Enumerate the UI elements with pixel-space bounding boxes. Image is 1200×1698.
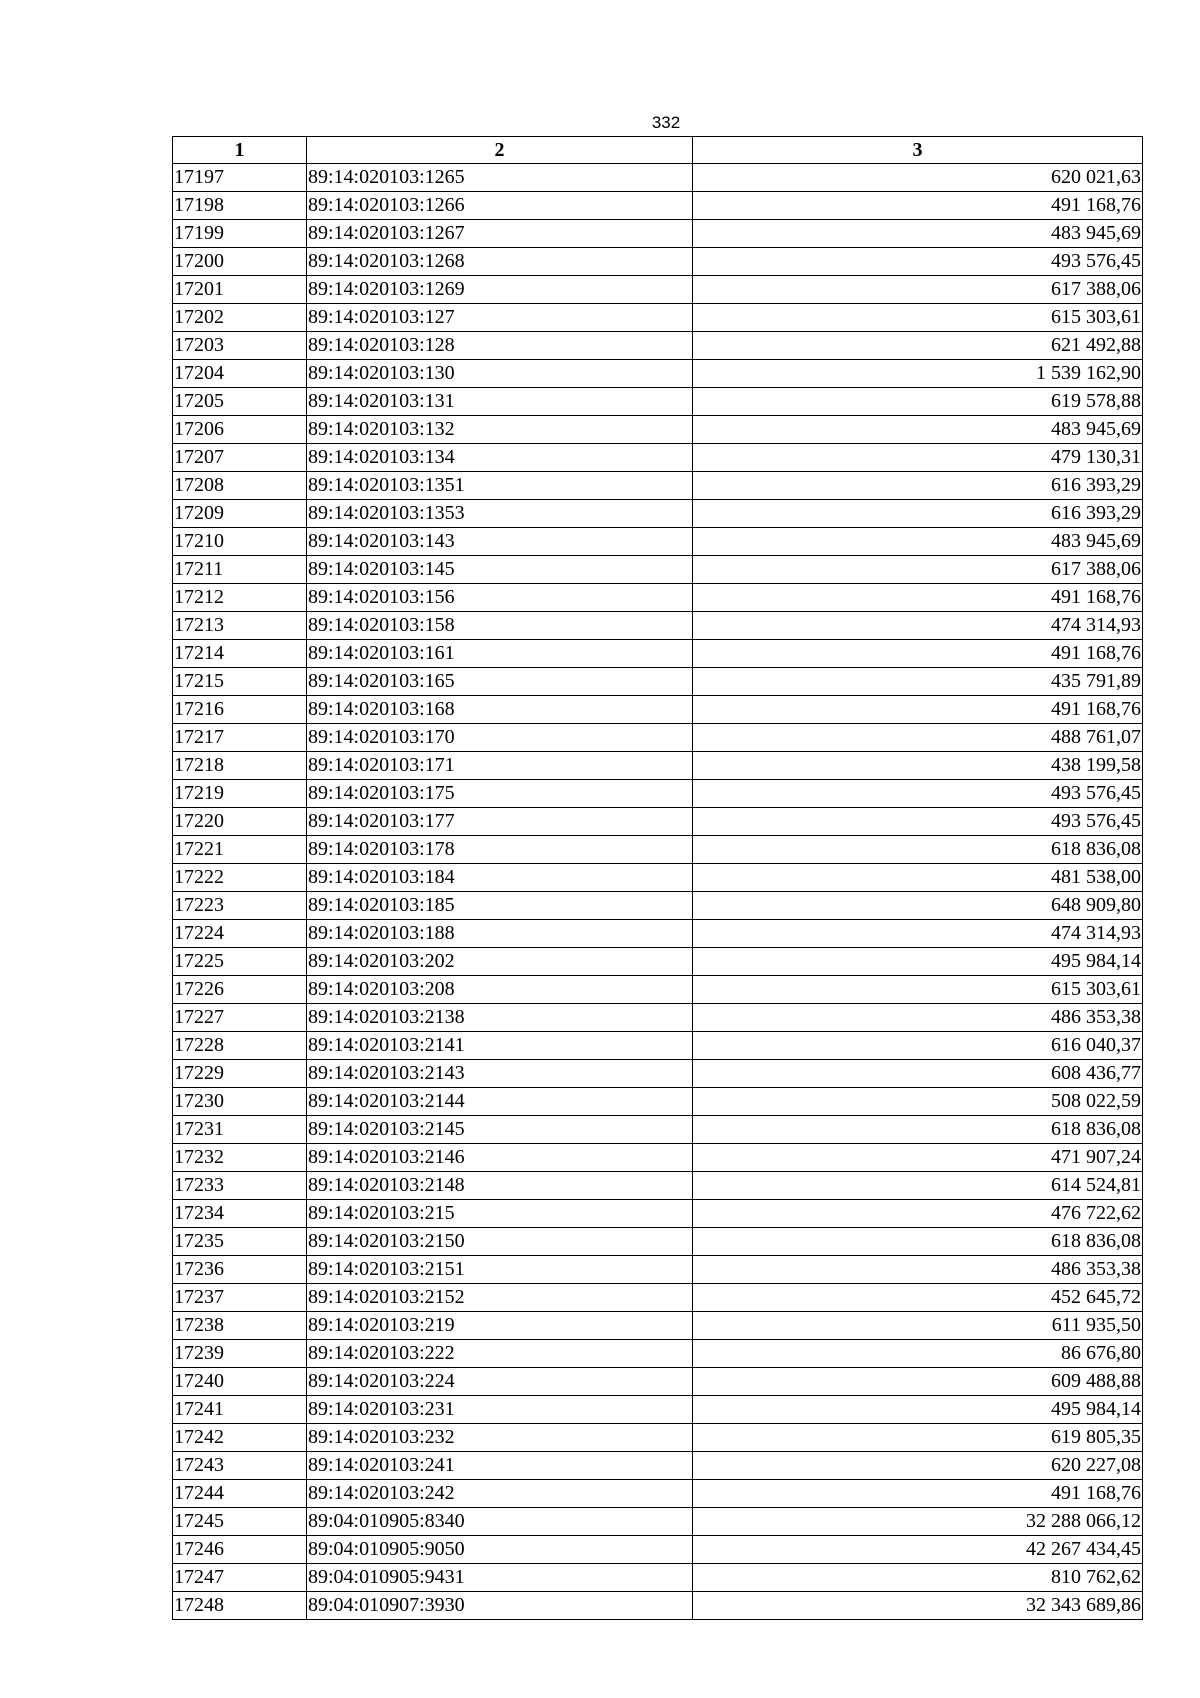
cadastral-number-cell: 89:14:020103:219 (307, 1312, 693, 1340)
table-row (173, 1032, 1143, 1060)
table-row (173, 892, 1143, 920)
row-number-cell: 17201 (173, 276, 307, 304)
cadastral-number-cell: 89:14:020103:231 (307, 1396, 693, 1424)
table-row (173, 976, 1143, 1004)
cadastral-value-cell: 476 722,62 (693, 1200, 1143, 1228)
cadastral-number-cell: 89:14:020103:130 (307, 360, 693, 388)
table-row (173, 1200, 1143, 1228)
table-row (173, 612, 1143, 640)
row-number-cell: 17209 (173, 500, 307, 528)
cadastral-number-cell: 89:14:020103:1353 (307, 500, 693, 528)
cadastral-number-cell: 89:14:020103:224 (307, 1368, 693, 1396)
cadastral-number-cell: 89:14:020103:178 (307, 836, 693, 864)
cadastral-value-cell: 616 040,37 (693, 1032, 1143, 1060)
cadastral-value-cell: 438 199,58 (693, 752, 1143, 780)
row-number-cell: 17214 (173, 640, 307, 668)
table-row (173, 1256, 1143, 1284)
row-number-cell: 17200 (173, 248, 307, 276)
header-row (173, 137, 1143, 164)
cadastral-number-cell: 89:14:020103:184 (307, 864, 693, 892)
table-row (173, 360, 1143, 388)
row-number-cell: 17222 (173, 864, 307, 892)
table-row (173, 1592, 1143, 1620)
cadastral-value-cell: 620 227,08 (693, 1452, 1143, 1480)
table-row (173, 1396, 1143, 1424)
cadastral-number-cell: 89:14:020103:2150 (307, 1228, 693, 1256)
table-row (173, 332, 1143, 360)
cadastral-number-cell: 89:14:020103:1267 (307, 220, 693, 248)
cadastral-value-cell: 32 288 066,12 (693, 1508, 1143, 1536)
cadastral-number-cell: 89:14:020103:188 (307, 920, 693, 948)
table-row (173, 304, 1143, 332)
cadastral-value-cell: 810 762,62 (693, 1564, 1143, 1592)
cadastral-number-cell: 89:14:020103:2146 (307, 1144, 693, 1172)
cadastral-number-cell: 89:14:020103:170 (307, 724, 693, 752)
cadastral-value-cell: 616 393,29 (693, 500, 1143, 528)
cadastral-number-cell: 89:14:020103:1265 (307, 164, 693, 192)
row-number-cell: 17247 (173, 1564, 307, 1592)
cadastral-number-cell: 89:14:020103:158 (307, 612, 693, 640)
cadastral-number-cell: 89:14:020103:134 (307, 444, 693, 472)
cadastral-number-cell: 89:14:020103:202 (307, 948, 693, 976)
cadastral-number-cell: 89:14:020103:127 (307, 304, 693, 332)
cadastral-number-cell: 89:14:020103:215 (307, 1200, 693, 1228)
column-header-2: 2 (307, 137, 693, 164)
table-row (173, 640, 1143, 668)
table-row (173, 1228, 1143, 1256)
row-number-cell: 17207 (173, 444, 307, 472)
table-row (173, 1480, 1143, 1508)
table-row (173, 1088, 1143, 1116)
row-number-cell: 17218 (173, 752, 307, 780)
cadastral-value-cell: 609 488,88 (693, 1368, 1143, 1396)
cadastral-number-cell: 89:14:020103:2145 (307, 1116, 693, 1144)
cadastral-number-cell: 89:14:020103:177 (307, 808, 693, 836)
row-number-cell: 17219 (173, 780, 307, 808)
row-number-cell: 17221 (173, 836, 307, 864)
row-number-cell: 17248 (173, 1592, 307, 1620)
cadastral-value-cell: 483 945,69 (693, 416, 1143, 444)
table-row (173, 1564, 1143, 1592)
row-number-cell: 17245 (173, 1508, 307, 1536)
table-row (173, 1284, 1143, 1312)
table-row (173, 1536, 1143, 1564)
cadastral-value-cell: 611 935,50 (693, 1312, 1143, 1340)
row-number-cell: 17205 (173, 388, 307, 416)
row-number-cell: 17220 (173, 808, 307, 836)
table-row (173, 1508, 1143, 1536)
table-row (173, 920, 1143, 948)
cadastral-value-cell: 493 576,45 (693, 808, 1143, 836)
table-row (173, 696, 1143, 724)
row-number-cell: 17223 (173, 892, 307, 920)
cadastral-number-cell: 89:14:020103:2143 (307, 1060, 693, 1088)
table-row (173, 808, 1143, 836)
cadastral-number-cell: 89:04:010905:9050 (307, 1536, 693, 1564)
table-row (173, 276, 1143, 304)
cadastral-number-cell: 89:14:020103:2151 (307, 1256, 693, 1284)
table-row (173, 752, 1143, 780)
table-row (173, 1340, 1143, 1368)
cadastral-value-cell: 495 984,14 (693, 948, 1143, 976)
cadastral-value-cell: 491 168,76 (693, 696, 1143, 724)
cadastral-number-cell: 89:14:020103:168 (307, 696, 693, 724)
column-header-1: 1 (173, 137, 307, 164)
row-number-cell: 17238 (173, 1312, 307, 1340)
row-number-cell: 17228 (173, 1032, 307, 1060)
table-row (173, 1116, 1143, 1144)
cadastral-value-cell: 508 022,59 (693, 1088, 1143, 1116)
cadastral-number-cell: 89:14:020103:222 (307, 1340, 693, 1368)
cadastral-value-cell: 491 168,76 (693, 584, 1143, 612)
cadastral-value-cell: 619 578,88 (693, 388, 1143, 416)
row-number-cell: 17240 (173, 1368, 307, 1396)
row-number-cell: 17230 (173, 1088, 307, 1116)
cadastral-number-cell: 89:14:020103:2152 (307, 1284, 693, 1312)
cadastral-value-cell: 481 538,00 (693, 864, 1143, 892)
row-number-cell: 17242 (173, 1424, 307, 1452)
cadastral-value-cell: 486 353,38 (693, 1004, 1143, 1032)
table-row (173, 472, 1143, 500)
table-row (173, 724, 1143, 752)
row-number-cell: 17204 (173, 360, 307, 388)
row-number-cell: 17246 (173, 1536, 307, 1564)
page-number: 332 (651, 113, 681, 132)
cadastral-value-cell: 621 492,88 (693, 332, 1143, 360)
table-row (173, 948, 1143, 976)
row-number-cell: 17203 (173, 332, 307, 360)
cadastral-number-cell: 89:14:020103:175 (307, 780, 693, 808)
row-number-cell: 17202 (173, 304, 307, 332)
cadastral-number-cell: 89:14:020103:2148 (307, 1172, 693, 1200)
cadastral-number-cell: 89:14:020103:171 (307, 752, 693, 780)
cadastral-value-cell: 474 314,93 (693, 612, 1143, 640)
cadastral-value-cell: 1 539 162,90 (693, 360, 1143, 388)
table-row (173, 220, 1143, 248)
cadastral-number-cell: 89:14:020103:131 (307, 388, 693, 416)
row-number-cell: 17224 (173, 920, 307, 948)
cadastral-value-cell: 620 021,63 (693, 164, 1143, 192)
table-row (173, 1060, 1143, 1088)
cadastral-value-cell: 615 303,61 (693, 976, 1143, 1004)
row-number-cell: 17206 (173, 416, 307, 444)
cadastral-number-cell: 89:14:020103:1269 (307, 276, 693, 304)
table-row (173, 584, 1143, 612)
table-row (173, 416, 1143, 444)
row-number-cell: 17233 (173, 1172, 307, 1200)
cadastral-number-cell: 89:04:010905:8340 (307, 1508, 693, 1536)
row-number-cell: 17225 (173, 948, 307, 976)
cadastral-number-cell: 89:14:020103:1351 (307, 472, 693, 500)
row-number-cell: 17215 (173, 668, 307, 696)
cadastral-number-cell: 89:14:020103:1268 (307, 248, 693, 276)
cadastral-value-cell: 493 576,45 (693, 780, 1143, 808)
cadastral-value-cell: 617 388,06 (693, 556, 1143, 584)
cadastral-number-cell: 89:14:020103:165 (307, 668, 693, 696)
cadastral-number-cell: 89:04:010905:9431 (307, 1564, 693, 1592)
table-row (173, 780, 1143, 808)
cadastral-value-table (172, 136, 1143, 1620)
cadastral-value-cell: 86 676,80 (693, 1340, 1143, 1368)
row-number-cell: 17234 (173, 1200, 307, 1228)
cadastral-number-cell: 89:14:020103:128 (307, 332, 693, 360)
row-number-cell: 17216 (173, 696, 307, 724)
table-row (173, 500, 1143, 528)
table-row (173, 668, 1143, 696)
column-header-3: 3 (693, 137, 1143, 164)
cadastral-number-cell: 89:14:020103:1266 (307, 192, 693, 220)
table-row (173, 1144, 1143, 1172)
cadastral-number-cell: 89:14:020103:161 (307, 640, 693, 668)
cadastral-number-cell: 89:14:020103:242 (307, 1480, 693, 1508)
table-row (173, 192, 1143, 220)
cadastral-number-cell: 89:14:020103:2138 (307, 1004, 693, 1032)
cadastral-value-cell: 493 576,45 (693, 248, 1143, 276)
row-number-cell: 17231 (173, 1116, 307, 1144)
cadastral-value-cell: 618 836,08 (693, 1228, 1143, 1256)
cadastral-value-cell: 617 388,06 (693, 276, 1143, 304)
table-row (173, 528, 1143, 556)
cadastral-value-cell: 471 907,24 (693, 1144, 1143, 1172)
cadastral-value-cell: 608 436,77 (693, 1060, 1143, 1088)
row-number-cell: 17239 (173, 1340, 307, 1368)
cadastral-number-cell: 89:14:020103:185 (307, 892, 693, 920)
cadastral-number-cell: 89:14:020103:2141 (307, 1032, 693, 1060)
row-number-cell: 17198 (173, 192, 307, 220)
row-number-cell: 17243 (173, 1452, 307, 1480)
cadastral-value-cell: 452 645,72 (693, 1284, 1143, 1312)
cadastral-value-cell: 619 805,35 (693, 1424, 1143, 1452)
cadastral-value-cell: 479 130,31 (693, 444, 1143, 472)
row-number-cell: 17226 (173, 976, 307, 1004)
cadastral-value-cell: 491 168,76 (693, 640, 1143, 668)
cadastral-value-cell: 435 791,89 (693, 668, 1143, 696)
cadastral-value-cell: 648 909,80 (693, 892, 1143, 920)
table-row (173, 1312, 1143, 1340)
cadastral-value-cell: 32 343 689,86 (693, 1592, 1143, 1620)
cadastral-value-cell: 491 168,76 (693, 192, 1143, 220)
row-number-cell: 17241 (173, 1396, 307, 1424)
cadastral-value-cell: 495 984,14 (693, 1396, 1143, 1424)
cadastral-value-cell: 42 267 434,45 (693, 1536, 1143, 1564)
table-row (173, 164, 1143, 192)
cadastral-number-cell: 89:14:020103:143 (307, 528, 693, 556)
cadastral-value-cell: 618 836,08 (693, 1116, 1143, 1144)
cadastral-value-cell: 616 393,29 (693, 472, 1143, 500)
row-number-cell: 17232 (173, 1144, 307, 1172)
cadastral-value-cell: 486 353,38 (693, 1256, 1143, 1284)
cadastral-value-cell: 614 524,81 (693, 1172, 1143, 1200)
table-row (173, 1424, 1143, 1452)
table-row (173, 836, 1143, 864)
cadastral-number-cell: 89:14:020103:241 (307, 1452, 693, 1480)
cadastral-value-cell: 491 168,76 (693, 1480, 1143, 1508)
cadastral-number-cell: 89:04:010907:3930 (307, 1592, 693, 1620)
row-number-cell: 17213 (173, 612, 307, 640)
table-row (173, 1004, 1143, 1032)
table-row (173, 1172, 1143, 1200)
table-row (173, 388, 1143, 416)
cadastral-number-cell: 89:14:020103:132 (307, 416, 693, 444)
row-number-cell: 17197 (173, 164, 307, 192)
cadastral-value-cell: 615 303,61 (693, 304, 1143, 332)
cadastral-value-cell: 483 945,69 (693, 220, 1143, 248)
cadastral-value-cell: 618 836,08 (693, 836, 1143, 864)
row-number-cell: 17212 (173, 584, 307, 612)
cadastral-value-cell: 488 761,07 (693, 724, 1143, 752)
cadastral-number-cell: 89:14:020103:156 (307, 584, 693, 612)
row-number-cell: 17208 (173, 472, 307, 500)
cadastral-number-cell: 89:14:020103:2144 (307, 1088, 693, 1116)
row-number-cell: 17227 (173, 1004, 307, 1032)
table-row (173, 556, 1143, 584)
row-number-cell: 17210 (173, 528, 307, 556)
row-number-cell: 17229 (173, 1060, 307, 1088)
row-number-cell: 17217 (173, 724, 307, 752)
row-number-cell: 17244 (173, 1480, 307, 1508)
cadastral-value-cell: 474 314,93 (693, 920, 1143, 948)
table-row (173, 248, 1143, 276)
cadastral-value-cell: 483 945,69 (693, 528, 1143, 556)
cadastral-number-cell: 89:14:020103:145 (307, 556, 693, 584)
row-number-cell: 17199 (173, 220, 307, 248)
table-row (173, 1452, 1143, 1480)
table-row (173, 864, 1143, 892)
cadastral-number-cell: 89:14:020103:208 (307, 976, 693, 1004)
row-number-cell: 17237 (173, 1284, 307, 1312)
table-row (173, 444, 1143, 472)
row-number-cell: 17235 (173, 1228, 307, 1256)
cadastral-number-cell: 89:14:020103:232 (307, 1424, 693, 1452)
table-body (173, 164, 1143, 1620)
table-header (173, 137, 1143, 164)
table-row (173, 1368, 1143, 1396)
row-number-cell: 17236 (173, 1256, 307, 1284)
row-number-cell: 17211 (173, 556, 307, 584)
